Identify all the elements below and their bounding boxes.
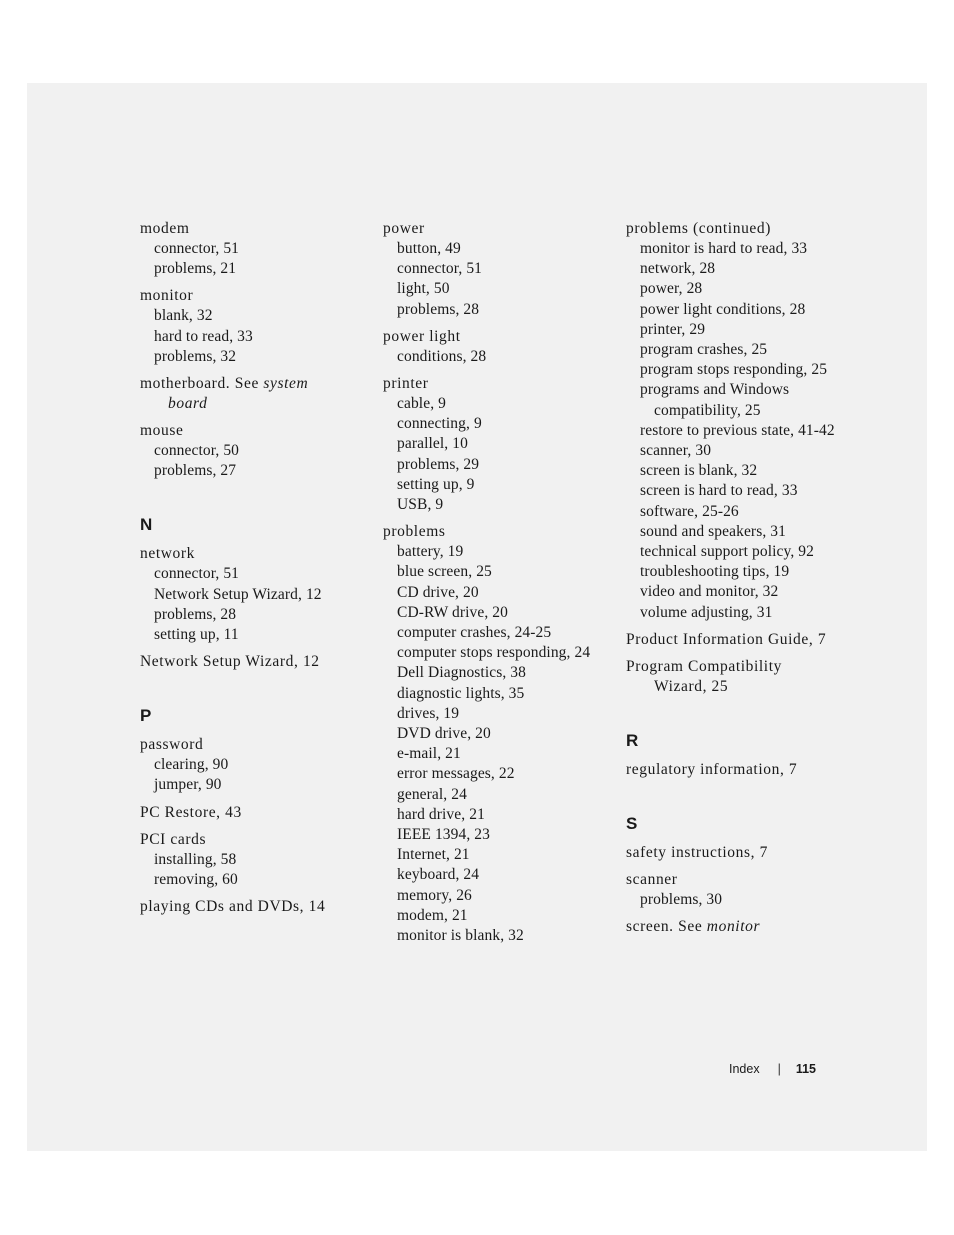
index-term-text: PCI cards xyxy=(140,830,207,848)
index-subentry: diagnostic lights, 35 xyxy=(397,684,525,702)
index-subentry: cable, 9 xyxy=(397,395,446,413)
index-subentry: connector, 51 xyxy=(154,565,240,583)
index-term-text: problems (continued) xyxy=(626,220,772,237)
index-subentry: connector, 51 xyxy=(154,240,240,257)
index-subentry: problems, 28 xyxy=(154,605,237,623)
index-subentry: power light conditions, 28 xyxy=(640,300,806,318)
index-subentry: hard drive, 21 xyxy=(397,805,485,823)
index-subentry: problems, 27 xyxy=(154,462,237,480)
section-letter: P xyxy=(140,706,152,726)
index-term-text: Program Compatibility xyxy=(626,657,782,675)
index-subentry: conditions, 28 xyxy=(397,347,487,365)
index-subentry: modem, 21 xyxy=(397,906,468,924)
index-subentry: power, 28 xyxy=(640,280,703,298)
index-entry xyxy=(140,421,372,481)
index-entry xyxy=(626,219,866,623)
index-subentry: installing, 58 xyxy=(154,850,237,868)
index-subentry: monitor is hard to read, 33 xyxy=(640,240,808,257)
index-entry xyxy=(140,897,372,917)
index-subentry: screen is blank, 32 xyxy=(640,462,758,480)
page-footer xyxy=(729,1062,816,1076)
section-letter: N xyxy=(140,515,153,535)
index-entry xyxy=(626,917,866,937)
index-term-text: Network Setup Wizard, 12 xyxy=(140,653,320,671)
index-entry xyxy=(626,630,866,650)
see-reference: system xyxy=(263,375,309,393)
index-subentry: battery, 19 xyxy=(397,543,464,561)
index-subentry: e-mail, 21 xyxy=(397,745,461,763)
index-term-text: mouse xyxy=(140,422,184,440)
section-letter: S xyxy=(626,813,638,833)
index-term xyxy=(383,327,615,347)
index-subentry: setting up, 9 xyxy=(397,475,475,493)
index-subentry: program stops responding, 25 xyxy=(640,361,828,379)
index-term-text: password xyxy=(140,736,204,754)
index-term xyxy=(626,917,866,937)
index-subentry: parallel, 10 xyxy=(397,435,468,453)
index-subentry: program crashes, 25 xyxy=(640,341,768,359)
index-entry xyxy=(140,544,372,645)
index-entry xyxy=(626,657,866,697)
index-term-text: monitor xyxy=(140,287,194,305)
index-subentry: restore to previous state, 41-42 xyxy=(640,421,835,439)
index-entry xyxy=(140,219,372,279)
index-subentry: technical support policy, 92 xyxy=(640,543,814,561)
index-term-text: network xyxy=(140,545,195,563)
index-subentry: problems, 29 xyxy=(397,455,480,473)
index-subentry: network, 28 xyxy=(640,260,716,278)
index-term-text: modem xyxy=(140,220,190,237)
index-subentry: DVD drive, 20 xyxy=(397,725,491,743)
index-term xyxy=(626,219,866,239)
index-term-text: problems xyxy=(383,523,446,541)
index-term-text: printer xyxy=(383,375,429,393)
index-subentry: volume adjusting, 31 xyxy=(640,603,773,621)
index-term-text: scanner xyxy=(626,870,678,888)
index-subentry: general, 24 xyxy=(397,785,467,803)
index-term xyxy=(140,830,372,850)
index-term xyxy=(140,652,372,672)
section-letter: R xyxy=(626,730,639,750)
index-subentry: USB, 9 xyxy=(397,496,444,514)
index-term xyxy=(626,870,866,890)
index-term xyxy=(140,286,372,306)
index-term-text: playing CDs and DVDs, 14 xyxy=(140,898,326,916)
index-subentry: Internet, 21 xyxy=(397,846,470,864)
index-subentry: problems, 28 xyxy=(397,300,480,318)
index-subentry: connector, 50 xyxy=(154,442,240,460)
index-column-1 xyxy=(140,219,372,924)
index-entry xyxy=(626,760,866,780)
index-subentry: computer stops responding, 24 xyxy=(397,644,591,662)
see-reference: monitor xyxy=(706,918,761,936)
index-term xyxy=(140,735,372,755)
index-subentry: problems, 30 xyxy=(640,890,723,908)
index-entry xyxy=(140,652,372,672)
index-subentry: compatibility, 25 xyxy=(654,401,761,419)
index-subentry: connector, 51 xyxy=(397,260,483,278)
index-column-3 xyxy=(626,219,866,944)
index-subentry: light, 50 xyxy=(397,280,450,298)
index-subentry: programs and Windows xyxy=(640,381,790,399)
index-subentry: keyboard, 24 xyxy=(397,866,480,884)
index-term xyxy=(626,760,866,780)
index-subentry: jumper, 90 xyxy=(154,776,222,794)
index-entry xyxy=(140,830,372,890)
index-entry xyxy=(140,374,372,414)
index-term-text: motherboard. See xyxy=(140,375,264,393)
index-entry xyxy=(383,374,615,515)
index-subentry: blank, 32 xyxy=(154,307,213,325)
index-term xyxy=(383,522,615,542)
index-term xyxy=(140,544,372,564)
index-subentry: error messages, 22 xyxy=(397,765,515,783)
index-subentry: drives, 19 xyxy=(397,704,460,722)
index-term xyxy=(626,630,866,650)
index-subentry: video and monitor, 32 xyxy=(640,583,779,601)
index-subentry: hard to read, 33 xyxy=(154,327,253,345)
index-entry xyxy=(626,870,866,910)
index-subentry: blue screen, 25 xyxy=(397,563,492,581)
index-subentry: problems, 21 xyxy=(154,260,237,278)
index-subentry: troubleshooting tips, 19 xyxy=(640,563,790,581)
index-term xyxy=(140,421,372,441)
index-term xyxy=(383,219,615,239)
index-subentry: screen is hard to read, 33 xyxy=(640,482,798,500)
footer-section-label: Index xyxy=(729,1062,760,1076)
index-subentry: IEEE 1394, 23 xyxy=(397,826,490,844)
index-subentry: CD-RW drive, 20 xyxy=(397,603,508,621)
index-subentry: problems, 32 xyxy=(154,347,237,365)
index-term xyxy=(140,803,372,823)
index-subentry: clearing, 90 xyxy=(154,756,229,774)
index-subentry: CD drive, 20 xyxy=(397,583,479,601)
index-subentry: Network Setup Wizard, 12 xyxy=(154,585,322,603)
index-term-text: Product Information Guide, 7 xyxy=(626,630,827,648)
index-term-continued: Wizard, 25 xyxy=(654,677,729,695)
index-term xyxy=(140,219,372,239)
index-subentry: memory, 26 xyxy=(397,886,472,904)
index-term-text: power light xyxy=(383,327,461,345)
index-entry xyxy=(140,286,372,367)
footer-separator: | xyxy=(777,1062,781,1076)
index-entry xyxy=(383,219,615,320)
index-subentry: printer, 29 xyxy=(640,320,706,338)
index-entry xyxy=(140,803,372,823)
page-number: 115 xyxy=(795,1062,817,1076)
index-subentry: removing, 60 xyxy=(154,870,238,888)
index-term xyxy=(140,897,372,917)
index-term-text: safety instructions, 7 xyxy=(626,843,768,861)
index-term xyxy=(383,374,615,394)
index-subentry: monitor is blank, 32 xyxy=(397,927,524,945)
index-term-text: power xyxy=(383,220,425,237)
see-reference-continued: board xyxy=(168,395,208,413)
index-subentry: connecting, 9 xyxy=(397,415,482,433)
index-term-text: regulatory information, 7 xyxy=(626,760,798,778)
index-column-2 xyxy=(383,219,615,953)
index-term xyxy=(626,657,866,697)
index-term-text: PC Restore, 43 xyxy=(140,803,242,821)
index-subentry: setting up, 11 xyxy=(154,626,239,644)
index-subentry: Dell Diagnostics, 38 xyxy=(397,664,526,682)
index-subentry: computer crashes, 24-25 xyxy=(397,624,552,642)
index-term xyxy=(140,374,372,414)
index-entry xyxy=(140,735,372,795)
index-term-text: screen. See xyxy=(626,918,707,936)
index-entry xyxy=(383,327,615,367)
index-subentry: software, 25-26 xyxy=(640,502,739,520)
index-entry xyxy=(626,843,866,863)
index-subentry: sound and speakers, 31 xyxy=(640,522,786,540)
index-entry xyxy=(383,522,615,946)
index-term xyxy=(626,843,866,863)
index-subentry: button, 49 xyxy=(397,240,461,257)
index-subentry: scanner, 30 xyxy=(640,442,712,460)
